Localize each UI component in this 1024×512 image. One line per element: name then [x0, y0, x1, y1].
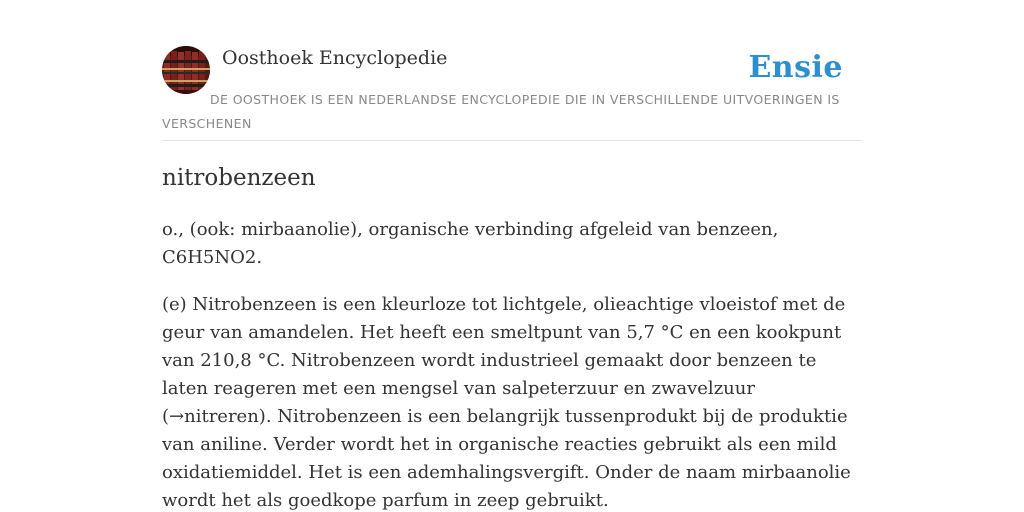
article — [162, 160, 862, 512]
encyclopedia-books-icon[interactable] — [162, 46, 210, 94]
site-name[interactable]: Oosthoek Encyclopedie — [222, 47, 448, 69]
article-definition: o., (ook: mirbaanolie), organische verbinding afgeleid van benzeen, C6H5NO2. — [162, 219, 779, 268]
header — [162, 46, 862, 141]
site-tagline: DE OOSTHOEK IS EEN NEDERLANDSE ENCYCLOPEDIE DIE IN VERSCHILLENDE UITVOERINGEN IS VERSCHENEN — [162, 92, 840, 131]
article-body: (e) Nitrobenzeen is een kleurloze tot lichtgele, olieachtige vloeistof met de geur van amandelen. Het heeft een smeltpunt van 5,7 °C en een kookpunt van 210,8 °C. Nitrobenzeen wordt industrieel gemaakt door benzeen te laten reageren met een mengsel van salpeterzuur en zwavelzuur (→nitreren). Nitrobenzeen is een belangrijk tussenprodukt bij de produktie van aniline. Verder wordt het in organische reacties gebruikt als een mild oxidatiemiddel. Het is een ademhalingsvergift. Onder de naam mirbaanolie wordt het als goedkope parfum in zeep gebruikt. — [162, 294, 851, 511]
brand-logo[interactable]: Ensie — [748, 50, 843, 85]
page-title: nitrobenzeen — [162, 165, 316, 191]
